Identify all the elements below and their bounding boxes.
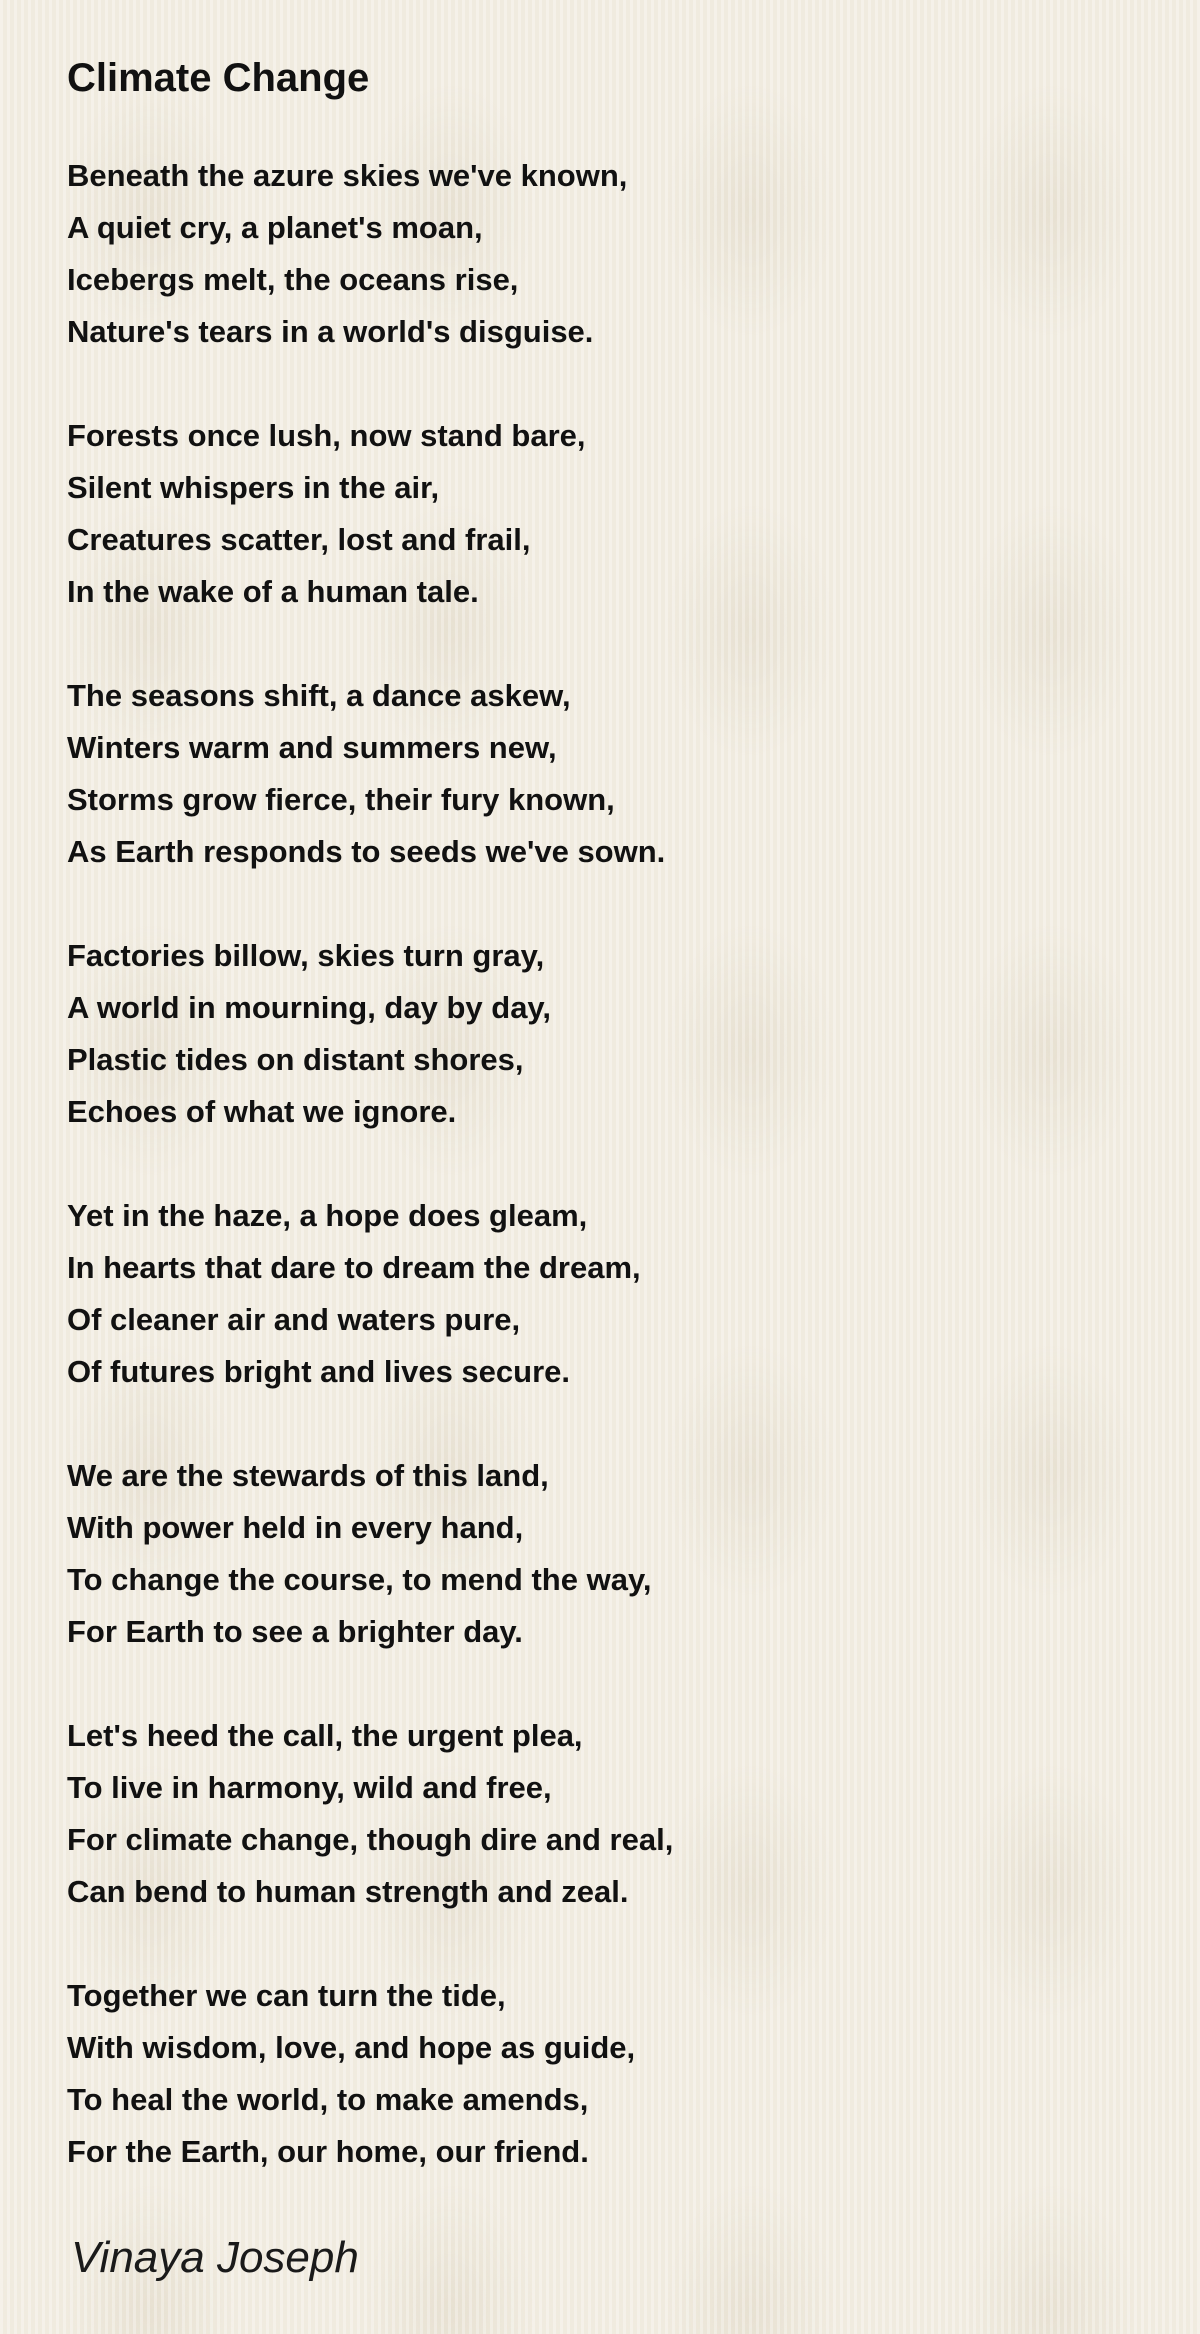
- stanza: [67, 1970, 1147, 2178]
- poem-line: With power held in every hand,: [67, 1510, 524, 1545]
- poem-line: Icebergs melt, the oceans rise,: [67, 262, 519, 297]
- poem-line: With wisdom, love, and hope as guide,: [67, 2030, 636, 2065]
- poem-line: Together we can turn the tide,: [67, 1978, 506, 2013]
- poem-line: For Earth to see a brighter day.: [67, 1614, 523, 1649]
- stanza: [67, 930, 1147, 1138]
- poem-line: Nature's tears in a world's disguise.: [67, 314, 594, 349]
- poem-author: Vinaya Joseph: [71, 2233, 359, 2282]
- poem-line: Beneath the azure skies we've known,: [67, 158, 628, 193]
- poem-line: Let's heed the call, the urgent plea,: [67, 1718, 583, 1753]
- poem-line: To change the course, to mend the way,: [67, 1562, 652, 1597]
- poem-line: Factories billow, skies turn gray,: [67, 938, 545, 973]
- poem-line: To heal the world, to make amends,: [67, 2082, 589, 2117]
- poem-line: For the Earth, our home, our friend.: [67, 2134, 589, 2169]
- poem-line: Of cleaner air and waters pure,: [67, 1302, 521, 1337]
- poem-line: Yet in the haze, a hope does gleam,: [67, 1198, 588, 1233]
- poem-line: Winters warm and summers new,: [67, 730, 557, 765]
- poem-line: Storms grow fierce, their fury known,: [67, 782, 615, 817]
- poem-line: Forests once lush, now stand bare,: [67, 418, 586, 453]
- poem-line: A quiet cry, a planet's moan,: [67, 210, 483, 245]
- poem-line: A world in mourning, day by day,: [67, 990, 551, 1025]
- poem-line: The seasons shift, a dance askew,: [67, 678, 571, 713]
- poem-line: Echoes of what we ignore.: [67, 1094, 457, 1129]
- stanza: [67, 410, 1147, 618]
- poem-line: Can bend to human strength and zeal.: [67, 1874, 629, 1909]
- poem-line: As Earth responds to seeds we've sown.: [67, 834, 666, 869]
- poem-line: Plastic tides on distant shores,: [67, 1042, 524, 1077]
- stanza: [67, 1450, 1147, 1658]
- poem-line: Silent whispers in the air,: [67, 470, 440, 505]
- poem-line: We are the stewards of this land,: [67, 1458, 549, 1493]
- poem-line: In hearts that dare to dream the dream,: [67, 1250, 641, 1285]
- stanza: [67, 150, 1147, 358]
- poem-line: In the wake of a human tale.: [67, 574, 479, 609]
- poem-container: [67, 50, 1147, 2230]
- stanza: [67, 670, 1147, 878]
- poem-line: Of futures bright and lives secure.: [67, 1354, 571, 1389]
- poem-line: Creatures scatter, lost and frail,: [67, 522, 531, 557]
- stanza: [67, 1190, 1147, 1398]
- poem-title: Climate Change: [67, 56, 370, 100]
- poem-line: For climate change, though dire and real,: [67, 1822, 674, 1857]
- stanza: [67, 1710, 1147, 1918]
- poem-line: To live in harmony, wild and free,: [67, 1770, 552, 1805]
- poem-body: [67, 150, 1147, 2178]
